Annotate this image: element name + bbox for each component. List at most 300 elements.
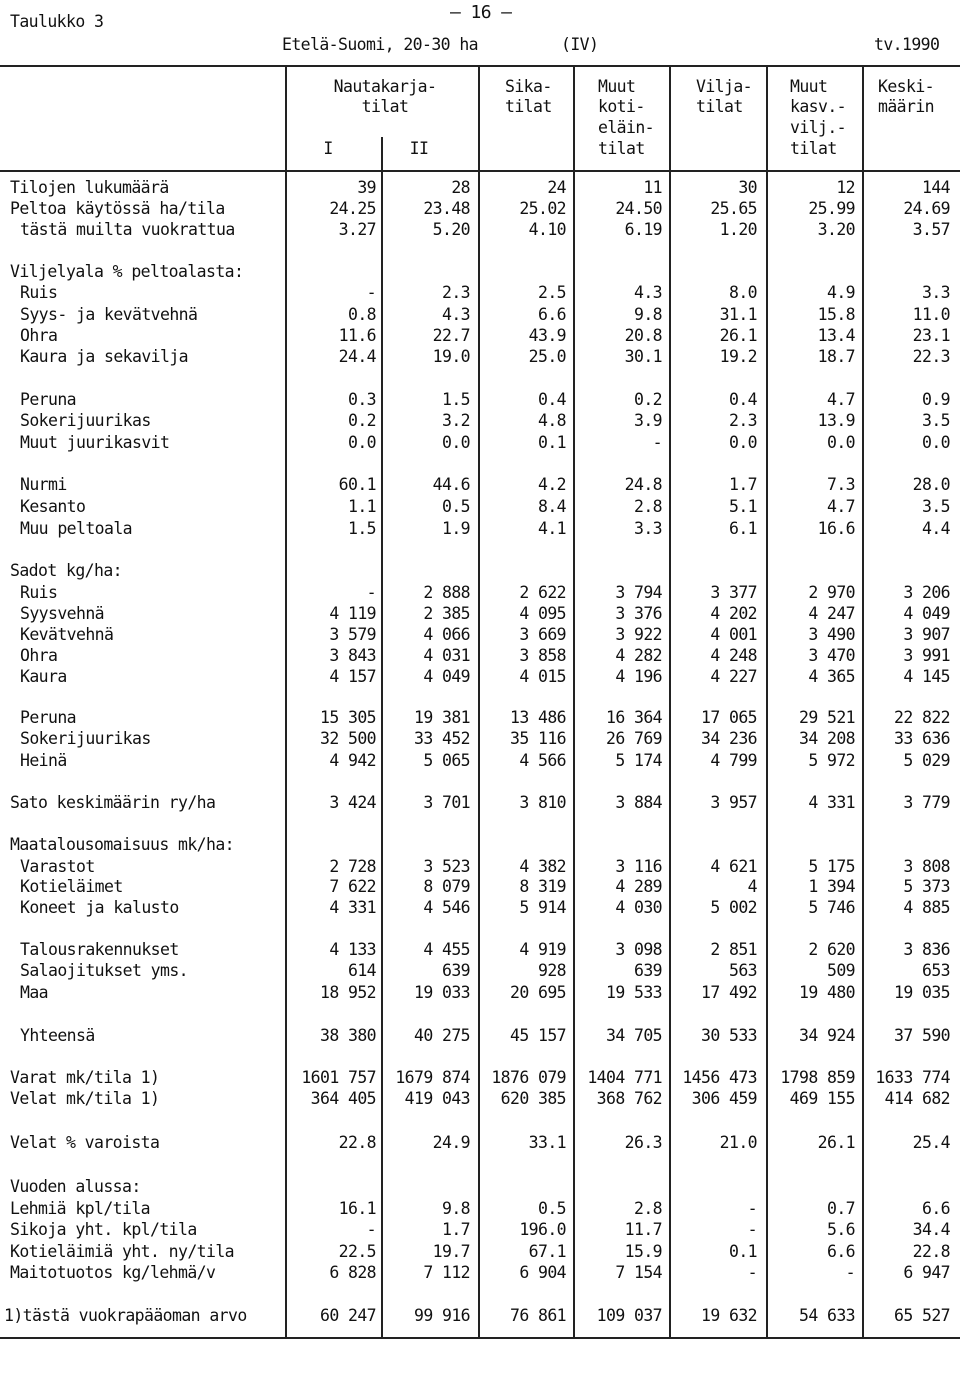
table-cell: 1798 859 xyxy=(780,1068,855,1087)
table-cell: 13 486 xyxy=(509,708,566,727)
table-cell: 4.3 xyxy=(441,305,470,324)
table-cell: 19.0 xyxy=(432,347,470,366)
table-cell: 4 049 xyxy=(903,604,950,623)
table-cell: 32 500 xyxy=(319,729,376,748)
region-title: Etelä-Suomi, 20-30 ha xyxy=(282,35,479,54)
table-cell: 3 470 xyxy=(808,646,855,665)
table-cell: 3 810 xyxy=(519,793,566,812)
table-cell: 2.3 xyxy=(728,411,757,430)
table-cell: 1.1 xyxy=(347,497,376,516)
table-cell: 4 001 xyxy=(710,625,757,644)
row-label: Sikoja yht. kpl/tila xyxy=(10,1220,197,1239)
table-cell: 3.27 xyxy=(338,220,376,239)
table-cell: 33 636 xyxy=(893,729,950,748)
table-cell: 5 065 xyxy=(423,751,470,770)
header-sikatilat-2: tilat xyxy=(505,97,552,116)
header-bottom-rule xyxy=(0,170,960,172)
row-label: Varat mk/tila 1) xyxy=(10,1068,160,1087)
table-cell: 4 799 xyxy=(710,751,757,770)
table-cell: 509 xyxy=(826,961,855,980)
table-cell: 54 633 xyxy=(798,1306,855,1325)
table-cell: 6.6 xyxy=(826,1242,855,1261)
table-cell: 3 794 xyxy=(615,583,662,602)
table-cell: 6.19 xyxy=(624,220,662,239)
row-label: Syysvehnä xyxy=(20,604,105,623)
table-cell: 34 236 xyxy=(700,729,757,748)
table-cell: 3 922 xyxy=(615,625,662,644)
row-label: Velat % varoista xyxy=(10,1133,160,1152)
table-cell: 4 119 xyxy=(329,604,376,623)
table-cell: 4 289 xyxy=(615,877,662,896)
table-cell: 4 227 xyxy=(710,667,757,686)
table-cell: 3.20 xyxy=(817,220,855,239)
table-cell: 4.7 xyxy=(826,390,855,409)
table-cell: 2.5 xyxy=(537,283,566,302)
row-label: Sokerijuurikas xyxy=(20,729,151,748)
table-cell: 15 305 xyxy=(319,708,376,727)
table-cell: 0.8 xyxy=(347,305,376,324)
header-nautakarjatilat-1: Nautakarja- xyxy=(333,77,437,96)
bottom-rule xyxy=(0,1337,960,1339)
table-cell: 1.20 xyxy=(719,220,757,239)
row-label: Syys- ja kevätvehnä xyxy=(20,305,198,324)
table-cell: 4.4 xyxy=(921,519,950,538)
row-label: Nurmi xyxy=(20,475,67,494)
table-cell: 4 365 xyxy=(808,667,855,686)
table-cell: 38 380 xyxy=(319,1026,376,1045)
row-label: Koneet ja kalusto xyxy=(20,898,179,917)
table-cell: - xyxy=(747,1220,757,1239)
table-cell: 11.0 xyxy=(912,305,950,324)
table-cell: 99 916 xyxy=(413,1306,470,1325)
header-muut-kotielaintilat-2: koti- xyxy=(598,97,645,116)
table-cell: 24.9 xyxy=(432,1133,470,1152)
table-cell: 24.69 xyxy=(903,199,950,218)
header-muut-kasvinviljelytilat-3: vilj.- xyxy=(790,118,847,137)
table-cell: 33 452 xyxy=(413,729,470,748)
table-cell: 19 033 xyxy=(413,983,470,1002)
table-cell: 364 405 xyxy=(310,1089,376,1108)
table-cell: 3.9 xyxy=(633,411,662,430)
table-cell: 1 394 xyxy=(808,877,855,896)
row-label: Sadot kg/ha: xyxy=(10,561,123,580)
table-cell: 28 xyxy=(451,178,470,197)
table-cell: 0.0 xyxy=(441,433,470,452)
table-cell: 22.5 xyxy=(338,1242,376,1261)
row-label: Maa xyxy=(20,983,49,1002)
table-cell: 8 079 xyxy=(423,877,470,896)
table-cell: 4 095 xyxy=(519,604,566,623)
table-cell: 3 669 xyxy=(519,625,566,644)
table-cell: 4 621 xyxy=(710,857,757,876)
table-cell: 5 175 xyxy=(808,857,855,876)
table-cell: 0.7 xyxy=(826,1199,855,1218)
row-label: Viljelyala % peltoalasta: xyxy=(10,262,244,281)
table-cell: 5 373 xyxy=(903,877,950,896)
table-cell: 3 377 xyxy=(710,583,757,602)
row-label: Sato keskimäärin ry/ha xyxy=(10,793,216,812)
table-cell: 5 914 xyxy=(519,898,566,917)
table-cell: 30 xyxy=(738,178,757,197)
row-label: Peruna xyxy=(20,390,77,409)
table-cell: 18.7 xyxy=(817,347,855,366)
row-label: Ruis xyxy=(20,583,58,602)
table-cell: 22.8 xyxy=(912,1242,950,1261)
table-cell: 653 xyxy=(921,961,950,980)
table-cell: - xyxy=(366,1220,376,1239)
table-cell: 2.8 xyxy=(633,497,662,516)
row-label: Heinä xyxy=(20,751,67,770)
table-cell: 469 155 xyxy=(789,1089,855,1108)
header-muut-kasvinviljelytilat-1: Muut xyxy=(790,77,828,96)
table-cell: 11.6 xyxy=(338,326,376,345)
row-label: Ohra xyxy=(20,326,58,345)
table-cell: 4 331 xyxy=(329,898,376,917)
table-cell: 11.7 xyxy=(624,1220,662,1239)
table-cell: 20 695 xyxy=(509,983,566,1002)
table-cell: 3 907 xyxy=(903,625,950,644)
table-cell: 5 174 xyxy=(615,751,662,770)
table-cell: 4 455 xyxy=(423,940,470,959)
table-cell: 24 xyxy=(547,178,566,197)
table-cell: 19 533 xyxy=(605,983,662,1002)
table-cell: 144 xyxy=(921,178,950,197)
row-label: Kevätvehnä xyxy=(20,625,114,644)
table-cell: 26 769 xyxy=(605,729,662,748)
row-label: 1)tästä vuokrapääoman arvo xyxy=(4,1306,247,1325)
table-cell: 0.4 xyxy=(728,390,757,409)
table-cell: 0.1 xyxy=(728,1242,757,1261)
row-label: tästä muilta vuokrattua xyxy=(20,220,235,239)
table-cell: 60 247 xyxy=(319,1306,376,1325)
table-cell: 1679 874 xyxy=(395,1068,470,1087)
table-cell: 1.7 xyxy=(441,1220,470,1239)
header-keskimaarin-2: määrin xyxy=(878,97,935,116)
table-cell: 4 282 xyxy=(615,646,662,665)
page-number: – 16 – xyxy=(450,2,512,23)
table-cell: 306 459 xyxy=(691,1089,757,1108)
table-cell: 0.5 xyxy=(441,497,470,516)
table-cell: 2 888 xyxy=(423,583,470,602)
table-cell: 639 xyxy=(441,961,470,980)
table-cell: 25.99 xyxy=(808,199,855,218)
table-cell: 1876 079 xyxy=(491,1068,566,1087)
table-cell: 24.25 xyxy=(329,199,376,218)
table-cell: 0.2 xyxy=(347,411,376,430)
table-cell: 0.2 xyxy=(633,390,662,409)
table-cell: 4 030 xyxy=(615,898,662,917)
table-cell: 43.9 xyxy=(528,326,566,345)
table-cell: 6 904 xyxy=(519,1263,566,1282)
header-subcolumn-ii: II xyxy=(409,139,429,158)
table-cell: 33.1 xyxy=(528,1133,566,1152)
table-cell: 8.4 xyxy=(537,497,566,516)
table-cell: 1456 473 xyxy=(682,1068,757,1087)
table-cell: 4 248 xyxy=(710,646,757,665)
row-label: Peruna xyxy=(20,708,77,727)
table-cell: 928 xyxy=(537,961,566,980)
table-label: Taulukko 3 xyxy=(10,12,104,31)
table-cell: - xyxy=(747,1263,757,1282)
table-cell: 3.2 xyxy=(441,411,470,430)
table-cell: 3 490 xyxy=(808,625,855,644)
header-muut-kotielaintilat-4: tilat xyxy=(598,139,645,158)
table-cell: 19 035 xyxy=(893,983,950,1002)
table-cell: 3 376 xyxy=(615,604,662,623)
row-label: Muu peltoala xyxy=(20,519,133,538)
table-cell: 0.0 xyxy=(347,433,376,452)
header-nautakarjatilat-2: tilat xyxy=(361,97,409,116)
row-label: Maitotuotos kg/lehmä/v xyxy=(10,1263,216,1282)
table-cell: 3 957 xyxy=(710,793,757,812)
table-cell: 37 590 xyxy=(893,1026,950,1045)
table-cell: 2 622 xyxy=(519,583,566,602)
header-subcolumn-i: I xyxy=(323,139,333,158)
table-cell: 5 002 xyxy=(710,898,757,917)
table-cell: 25.02 xyxy=(519,199,566,218)
table-cell: 3 098 xyxy=(615,940,662,959)
table-cell: 17 492 xyxy=(700,983,757,1002)
table-cell: 4 919 xyxy=(519,940,566,959)
table-cell: 25.65 xyxy=(710,199,757,218)
table-cell: 3 884 xyxy=(615,793,662,812)
table-cell: 2 728 xyxy=(329,857,376,876)
header-viljatilat-2: tilat xyxy=(696,97,743,116)
table-cell: 4.2 xyxy=(537,475,566,494)
table-cell: 2 385 xyxy=(423,604,470,623)
table-cell: 23.48 xyxy=(423,199,470,218)
table-cell: 2 851 xyxy=(710,940,757,959)
table-cell: 4 133 xyxy=(329,940,376,959)
top-rule xyxy=(0,65,960,67)
table-cell: 6.1 xyxy=(728,519,757,538)
table-cell: 16 364 xyxy=(605,708,662,727)
row-label: Kaura xyxy=(20,667,67,686)
table-cell: 45 157 xyxy=(509,1026,566,1045)
year-label: tv.1990 xyxy=(874,35,940,54)
table-cell: 30 533 xyxy=(700,1026,757,1045)
header-viljatilat-1: Vilja- xyxy=(696,77,753,96)
table-cell: 5 746 xyxy=(808,898,855,917)
table-cell: 8 319 xyxy=(519,877,566,896)
row-label: Peltoa käytössä ha/tila xyxy=(10,199,225,218)
table-cell: - xyxy=(652,433,662,452)
table-cell: 22.8 xyxy=(338,1133,376,1152)
row-label: Yhteensä xyxy=(20,1026,95,1045)
table-cell: 4 382 xyxy=(519,857,566,876)
table-cell: 7 622 xyxy=(329,877,376,896)
size-class: (IV) xyxy=(561,35,599,54)
table-cell: 12 xyxy=(836,178,855,197)
table-cell: 2.8 xyxy=(633,1199,662,1218)
table-cell: 4 196 xyxy=(615,667,662,686)
table-cell: 17 065 xyxy=(700,708,757,727)
row-label: Kaura ja sekavilja xyxy=(20,347,189,366)
table-cell: 563 xyxy=(728,961,757,980)
table-cell: 4 157 xyxy=(329,667,376,686)
table-cell: 0.5 xyxy=(537,1199,566,1218)
table-cell: 21.0 xyxy=(719,1133,757,1152)
table-cell: 15.9 xyxy=(624,1242,662,1261)
table-cell: 19 381 xyxy=(413,708,470,727)
row-label: Kotieläimiä yht. ny/tila xyxy=(10,1242,235,1261)
row-label: Talousrakennukset xyxy=(20,940,179,959)
table-cell: 614 xyxy=(347,961,376,980)
table-cell: 16.1 xyxy=(338,1199,376,1218)
table-cell: 4 331 xyxy=(808,793,855,812)
table-cell: 5.1 xyxy=(728,497,757,516)
header-muut-kasvinviljelytilat-4: tilat xyxy=(790,139,837,158)
table-cell: 1633 774 xyxy=(875,1068,950,1087)
header-muut-kasvinviljelytilat-2: kasv.- xyxy=(790,97,847,116)
table-cell: 11 xyxy=(643,178,662,197)
table-cell: 4 031 xyxy=(423,646,470,665)
table-cell: - xyxy=(366,583,376,602)
table-cell: 22.7 xyxy=(432,326,470,345)
table-cell: - xyxy=(747,1199,757,1218)
table-cell: 4 202 xyxy=(710,604,757,623)
header-muut-kotielaintilat-1: Muut xyxy=(598,77,636,96)
table-cell: 2 970 xyxy=(808,583,855,602)
table-cell: 19 480 xyxy=(798,983,855,1002)
table-cell: 29 521 xyxy=(798,708,855,727)
table-cell: 4 942 xyxy=(329,751,376,770)
table-cell: 4 xyxy=(747,877,757,896)
table-cell: 1.9 xyxy=(441,519,470,538)
table-cell: 4.10 xyxy=(528,220,566,239)
table-cell: 28.0 xyxy=(912,475,950,494)
table-cell: 3 579 xyxy=(329,625,376,644)
table-cell: 0.0 xyxy=(921,433,950,452)
table-cell: 34.4 xyxy=(912,1220,950,1239)
table-cell: 34 924 xyxy=(798,1026,855,1045)
table-cell: 25.4 xyxy=(912,1133,950,1152)
table-cell: 0.0 xyxy=(728,433,757,452)
row-label: Kotieläimet xyxy=(20,877,123,896)
row-label: Ruis xyxy=(20,283,58,302)
table-cell: 25.0 xyxy=(528,347,566,366)
table-cell: 1.7 xyxy=(728,475,757,494)
row-label: Lehmiä kpl/tila xyxy=(10,1199,151,1218)
table-cell: 3.3 xyxy=(921,283,950,302)
row-label: Sokerijuurikas xyxy=(20,411,151,430)
table-cell: 9.8 xyxy=(441,1199,470,1218)
table-cell: 3 206 xyxy=(903,583,950,602)
table-cell: 5 972 xyxy=(808,751,855,770)
row-label: Ohra xyxy=(20,646,58,665)
table-cell: 620 385 xyxy=(500,1089,566,1108)
table-cell: 44.6 xyxy=(432,475,470,494)
row-label: Velat mk/tila 1) xyxy=(10,1089,160,1108)
table-cell: - xyxy=(845,1263,855,1282)
table-cell: 4.8 xyxy=(537,411,566,430)
table-cell: 109 037 xyxy=(596,1306,662,1325)
table-cell: 4.3 xyxy=(633,283,662,302)
table-cell: 3 836 xyxy=(903,940,950,959)
table-cell: 3 808 xyxy=(903,857,950,876)
table-cell: 3 701 xyxy=(423,793,470,812)
table-cell: 24.8 xyxy=(624,475,662,494)
table-cell: 3.5 xyxy=(921,497,950,516)
table-cell: 4.7 xyxy=(826,497,855,516)
table-cell: 5.20 xyxy=(432,220,470,239)
table-cell: 9.8 xyxy=(633,305,662,324)
table-cell: 3.5 xyxy=(921,411,950,430)
table-cell: 6 947 xyxy=(903,1263,950,1282)
table-cell: 4 247 xyxy=(808,604,855,623)
table-cell: 26.3 xyxy=(624,1133,662,1152)
table-cell: 4.9 xyxy=(826,283,855,302)
table-cell: 3 991 xyxy=(903,646,950,665)
table-cell: 414 682 xyxy=(884,1089,950,1108)
table-cell: 639 xyxy=(633,961,662,980)
table-cell: 0.3 xyxy=(347,390,376,409)
row-label: Kesanto xyxy=(20,497,86,516)
table-cell: 19 632 xyxy=(700,1306,757,1325)
table-cell: 26.1 xyxy=(719,326,757,345)
table-cell: 23.1 xyxy=(912,326,950,345)
table-cell: 3 843 xyxy=(329,646,376,665)
table-cell: 1601 757 xyxy=(301,1068,376,1087)
table-cell: 368 762 xyxy=(596,1089,662,1108)
table-cell: 1404 771 xyxy=(587,1068,662,1087)
header-sikatilat-1: Sika- xyxy=(505,77,552,96)
table-cell: 3 424 xyxy=(329,793,376,812)
table-cell: 31.1 xyxy=(719,305,757,324)
table-cell: 19.2 xyxy=(719,347,757,366)
table-cell: - xyxy=(366,283,376,302)
table-cell: 4 566 xyxy=(519,751,566,770)
table-cell: 22 822 xyxy=(893,708,950,727)
table-cell: 6 828 xyxy=(329,1263,376,1282)
table-cell: 1.5 xyxy=(347,519,376,538)
table-cell: 3.3 xyxy=(633,519,662,538)
header-muut-kotielaintilat-3: eläin- xyxy=(598,118,655,137)
table-cell: 4 066 xyxy=(423,625,470,644)
table-cell: 3 779 xyxy=(903,793,950,812)
row-label: Maatalousomaisuus mk/ha: xyxy=(10,835,235,854)
table-cell: 4 049 xyxy=(423,667,470,686)
table-cell: 76 861 xyxy=(509,1306,566,1325)
table-cell: 3 116 xyxy=(615,857,662,876)
table-cell: 4 885 xyxy=(903,898,950,917)
table-cell: 65 527 xyxy=(893,1306,950,1325)
table-cell: 4 546 xyxy=(423,898,470,917)
table-cell: 40 275 xyxy=(413,1026,470,1045)
table-cell: 2.3 xyxy=(441,283,470,302)
table-cell: 1.5 xyxy=(441,390,470,409)
table-cell: 19.7 xyxy=(432,1242,470,1261)
header-keskimaarin-1: Keski- xyxy=(878,77,935,96)
table-cell: 60.1 xyxy=(338,475,376,494)
table-cell: 34 705 xyxy=(605,1026,662,1045)
table-cell: 24.50 xyxy=(615,199,662,218)
table-cell: 18 952 xyxy=(319,983,376,1002)
table-cell: 13.4 xyxy=(817,326,855,345)
table-cell: 24.4 xyxy=(338,347,376,366)
table-cell: 13.9 xyxy=(817,411,855,430)
row-label: Salaojitukset yms. xyxy=(20,961,189,980)
table-cell: 8.0 xyxy=(728,283,757,302)
table-cell: 26.1 xyxy=(817,1133,855,1152)
table-cell: 3 858 xyxy=(519,646,566,665)
table-cell: 35 116 xyxy=(509,729,566,748)
table-cell: 39 xyxy=(357,178,376,197)
row-label: Muut juurikasvit xyxy=(20,433,170,452)
table-cell: 16.6 xyxy=(817,519,855,538)
row-label: Tilojen lukumäärä xyxy=(10,178,169,197)
table-cell: 196.0 xyxy=(519,1220,566,1239)
